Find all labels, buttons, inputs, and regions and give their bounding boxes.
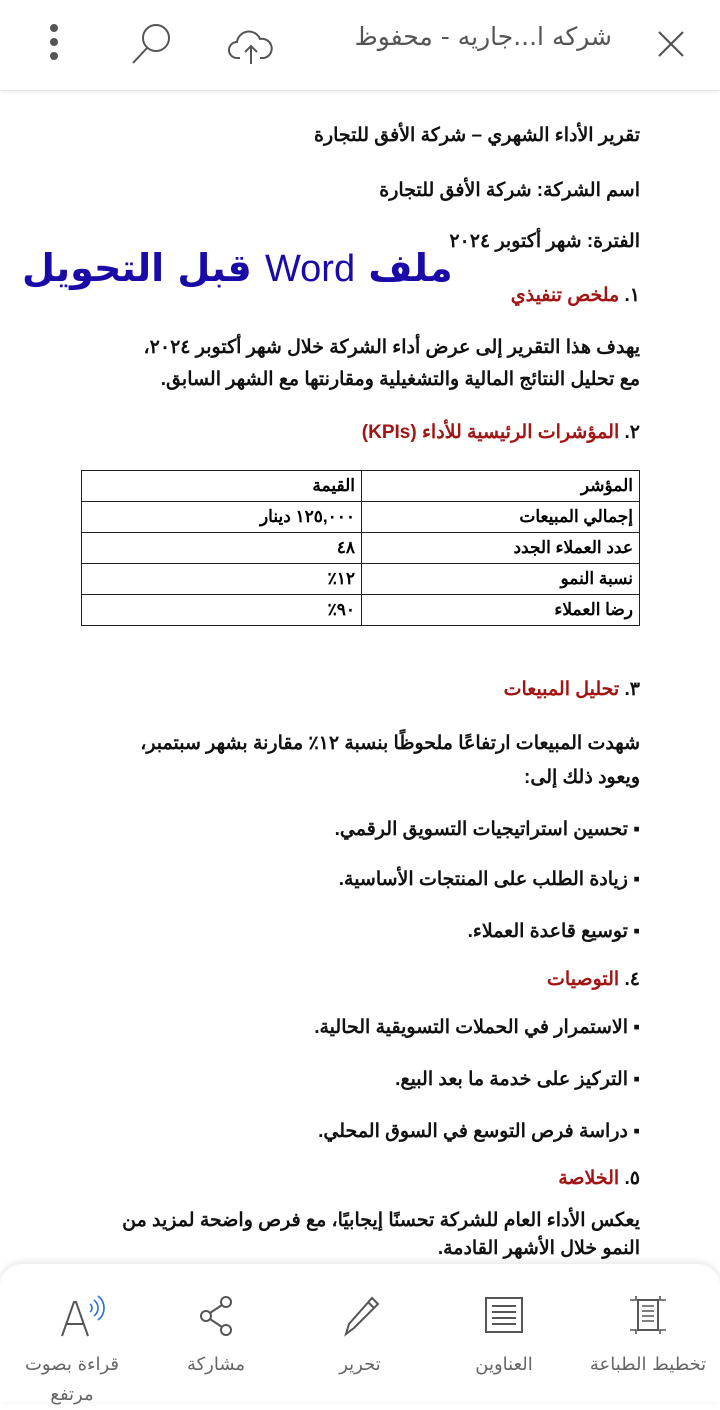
header-cell: المؤشر bbox=[362, 471, 640, 502]
overlay-caption: ملف Word قبل التحويل bbox=[22, 246, 453, 290]
headings-icon bbox=[484, 1294, 524, 1338]
cell: ٤٨ bbox=[82, 533, 362, 564]
section-heading: ٣. تحليل المبيعات bbox=[503, 679, 640, 700]
cell: ١٢٥,٠٠٠ دينار bbox=[82, 502, 362, 533]
section-heading: ٥. الخلاصة bbox=[558, 1168, 640, 1189]
header-cell: القيمة bbox=[82, 471, 362, 502]
doc-period: الفترة: شهر أكتوبر ٢٠٢٤ bbox=[449, 231, 640, 252]
bullet-item: ▪ توسيع قاعدة العملاء. bbox=[467, 921, 640, 942]
paragraph: ويعود ذلك إلى: bbox=[524, 767, 640, 788]
paragraph: شهدت المبيعات ارتفاعًا ملحوظًا بنسبة ١٢٪ مقارنة بشهر سبتمبر، bbox=[140, 733, 640, 754]
document-title: شركه ا...جاريه - محفوظ bbox=[354, 22, 612, 51]
doc-company: اسم الشركة: شركة الأفق للتجارة bbox=[379, 180, 640, 201]
section-heading: ٢. المؤشرات الرئيسية للأداء (KPIs) bbox=[361, 422, 640, 443]
headings-button[interactable]: العناوين bbox=[432, 1264, 576, 1402]
share-button[interactable]: مشاركة bbox=[144, 1264, 288, 1402]
close-icon[interactable] bbox=[655, 28, 687, 60]
kpi-table bbox=[81, 470, 640, 626]
edit-button[interactable]: تحرير bbox=[288, 1264, 432, 1402]
table-row bbox=[82, 502, 640, 533]
paragraph: مع تحليل النتائج المالية والتشغيلية ومقارنتها مع الشهر السابق. bbox=[160, 369, 640, 390]
bullet-item: ▪ زيادة الطلب على المنتجات الأساسية. bbox=[338, 869, 640, 890]
more-options-icon[interactable] bbox=[46, 22, 62, 62]
paragraph: يهدف هذا التقرير إلى عرض أداء الشركة خلال شهر أكتوبر ٢٠٢٤، bbox=[143, 337, 640, 358]
cell: رضا العملاء bbox=[362, 595, 640, 626]
paragraph: يعكس الأداء العام للشركة تحسنًا إيجابيًا، مع فرص واضحة لمزيد من bbox=[122, 1210, 640, 1231]
section-heading: ٤. التوصيات bbox=[547, 969, 640, 990]
share-icon bbox=[196, 1294, 236, 1338]
bottom-toolbar bbox=[0, 1264, 720, 1405]
bullet-item: ▪ تحسين استراتيجيات التسويق الرقمي. bbox=[334, 819, 640, 840]
paragraph: النمو خلال الأشهر القادمة. bbox=[437, 1238, 640, 1259]
bullet-item: ▪ الاستمرار في الحملات التسويقية الحالية. bbox=[314, 1017, 640, 1038]
cell: عدد العملاء الجدد bbox=[362, 533, 640, 564]
print-layout-button[interactable]: تخطيط الطباعة bbox=[576, 1264, 720, 1402]
section-heading: ١. ملخص تنفيذي bbox=[510, 285, 640, 306]
app-header bbox=[0, 0, 720, 91]
cell: ١٢٪ bbox=[82, 564, 362, 595]
search-icon[interactable] bbox=[130, 20, 176, 66]
table-row bbox=[82, 533, 640, 564]
cell: إجمالي المبيعات bbox=[362, 502, 640, 533]
bullet-item: ▪ التركيز على خدمة ما بعد البيع. bbox=[395, 1069, 640, 1090]
print-layout-icon bbox=[628, 1294, 668, 1338]
read-aloud-icon bbox=[52, 1294, 108, 1338]
read-aloud-button[interactable]: قراءة بصوت مرتفع bbox=[0, 1264, 144, 1402]
bullet-item: ▪ دراسة فرص التوسع في السوق المحلي. bbox=[318, 1121, 640, 1142]
table-row bbox=[82, 564, 640, 595]
table-header-row bbox=[82, 471, 640, 502]
table-row bbox=[82, 595, 640, 626]
cell: نسبة النمو bbox=[362, 564, 640, 595]
doc-title: تقرير الأداء الشهري – شركة الأفق للتجارة bbox=[314, 125, 640, 146]
cloud-upload-icon[interactable] bbox=[228, 26, 274, 66]
cell: ٩٠٪ bbox=[82, 595, 362, 626]
pencil-icon bbox=[340, 1294, 380, 1338]
